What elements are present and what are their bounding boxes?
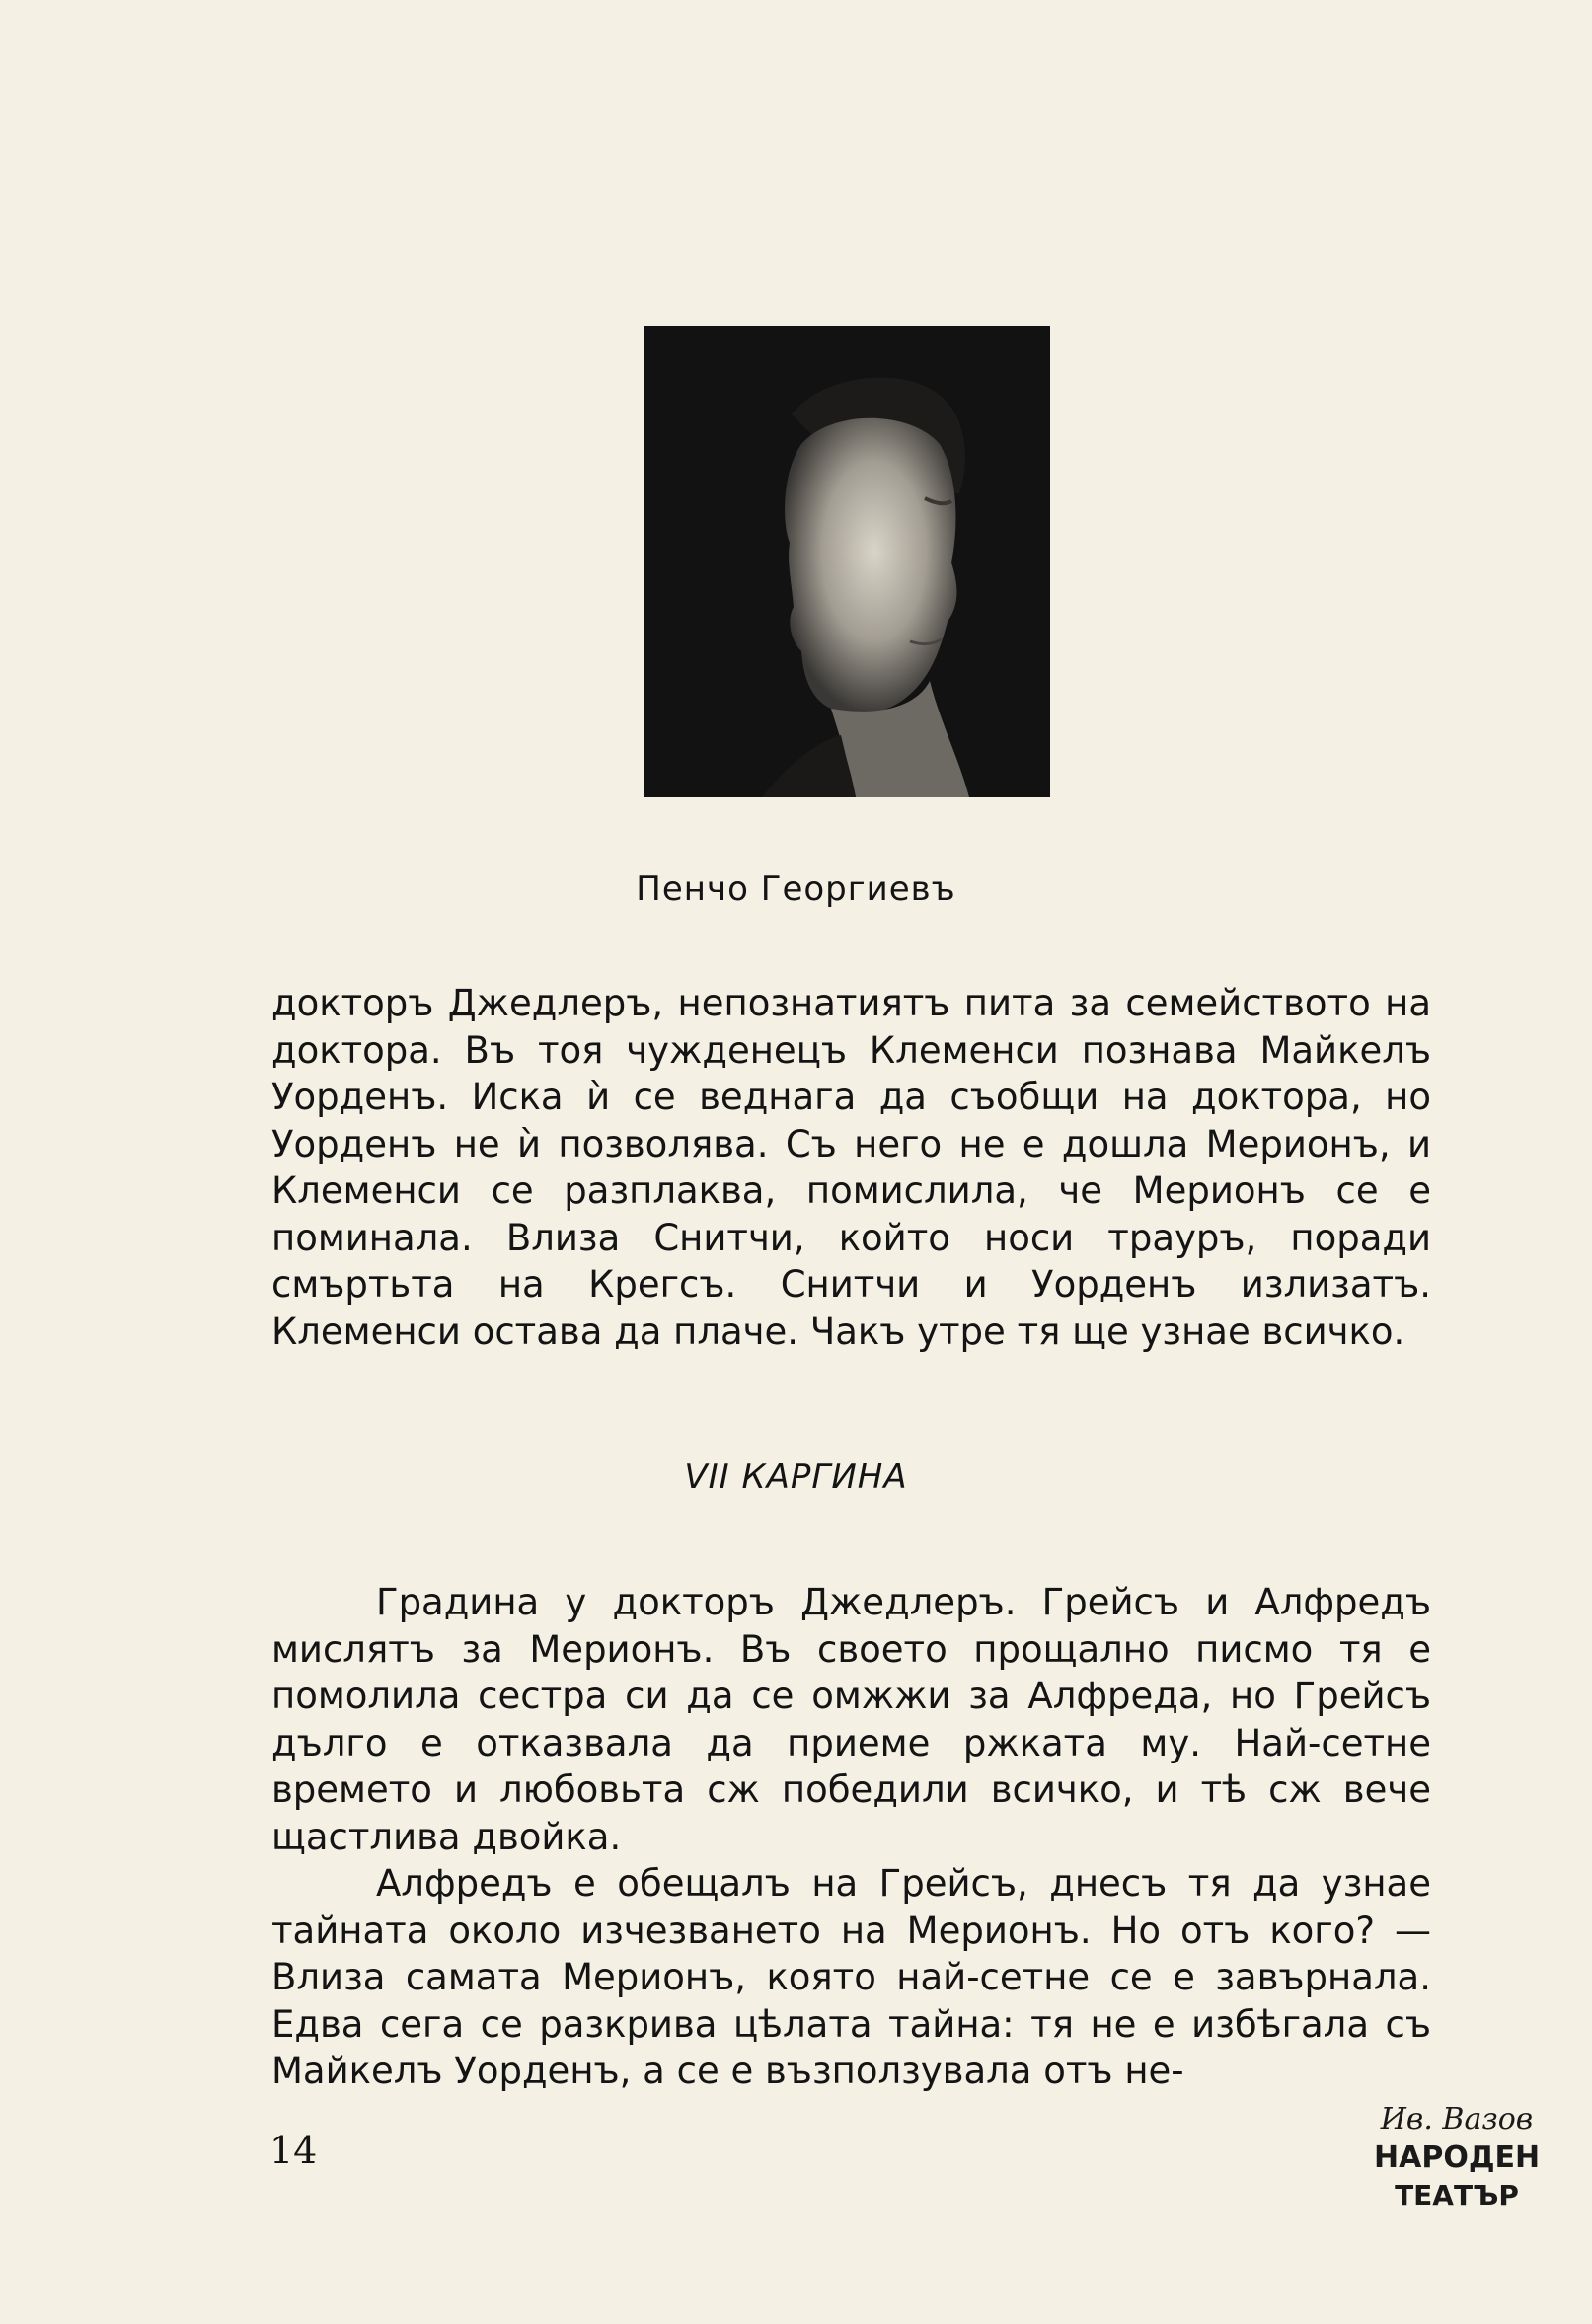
paragraph: Градина у докторъ Джедлеръ. Грейсъ и Алфредъ мислятъ за Мерионъ. Въ своето прощално писмо тя е помолила сестра си да се омжжи за Алфреда, но Грейсъ дълго е отказвала да приеме ржката му. Най-сетне времето и любовьта сж победили всичко, и тѣ сж вече щастлива двойка. (271, 1581, 1431, 1858)
photo-caption: Пенчо Георгиевъ (636, 869, 956, 909)
text-block-1 (271, 980, 1431, 1355)
stamp-line-2: ТЕАТЪР (1395, 2179, 1519, 2212)
paragraph: Алфредъ е обещалъ на Грейсъ, днесъ тя да узнае тайната около изчезването на Мерионъ. Но отъ кого? — Влиза самата Мерионъ, която най-сетне се е завърнала. Едва сега се разкрива цѣлата тайна: тя не е избѣгала съ Майкелъ Уорденъ, а се е възползувала отъ не- (271, 1862, 1431, 2092)
paragraph: докторъ Джедлеръ, непознатиятъ пита за семейството на доктора. Въ тоя чужденецъ Клеменси познава Майкелъ Уорденъ. Иска ѝ се веднага да съобщи на доктора, но Уорденъ не ѝ позволява. Съ него не е дошла Мерионъ, и Клеменси се разплаква, помислила, че Мерионъ се е поминала. Влиза Снитчи, който носи трауръ, поради смъртьта на Крегсъ. Снитчи и Уорденъ излизатъ. Клеменси остава да плаче. Чакъ утре тя ще узнае всичко. (271, 982, 1431, 1353)
stamp-signature: Ив. Вазов (1380, 2102, 1534, 2137)
portrait-image (644, 326, 1050, 797)
page-number: 14 (269, 2129, 318, 2172)
national-theatre-stamp (1374, 2100, 1540, 2258)
portrait-photo (644, 326, 1050, 797)
scene-heading: VII КАРГИНА (684, 1458, 908, 1497)
stamp-line-1: НАРОДЕН (1374, 2140, 1541, 2175)
text-block-2 (271, 1579, 1431, 2095)
